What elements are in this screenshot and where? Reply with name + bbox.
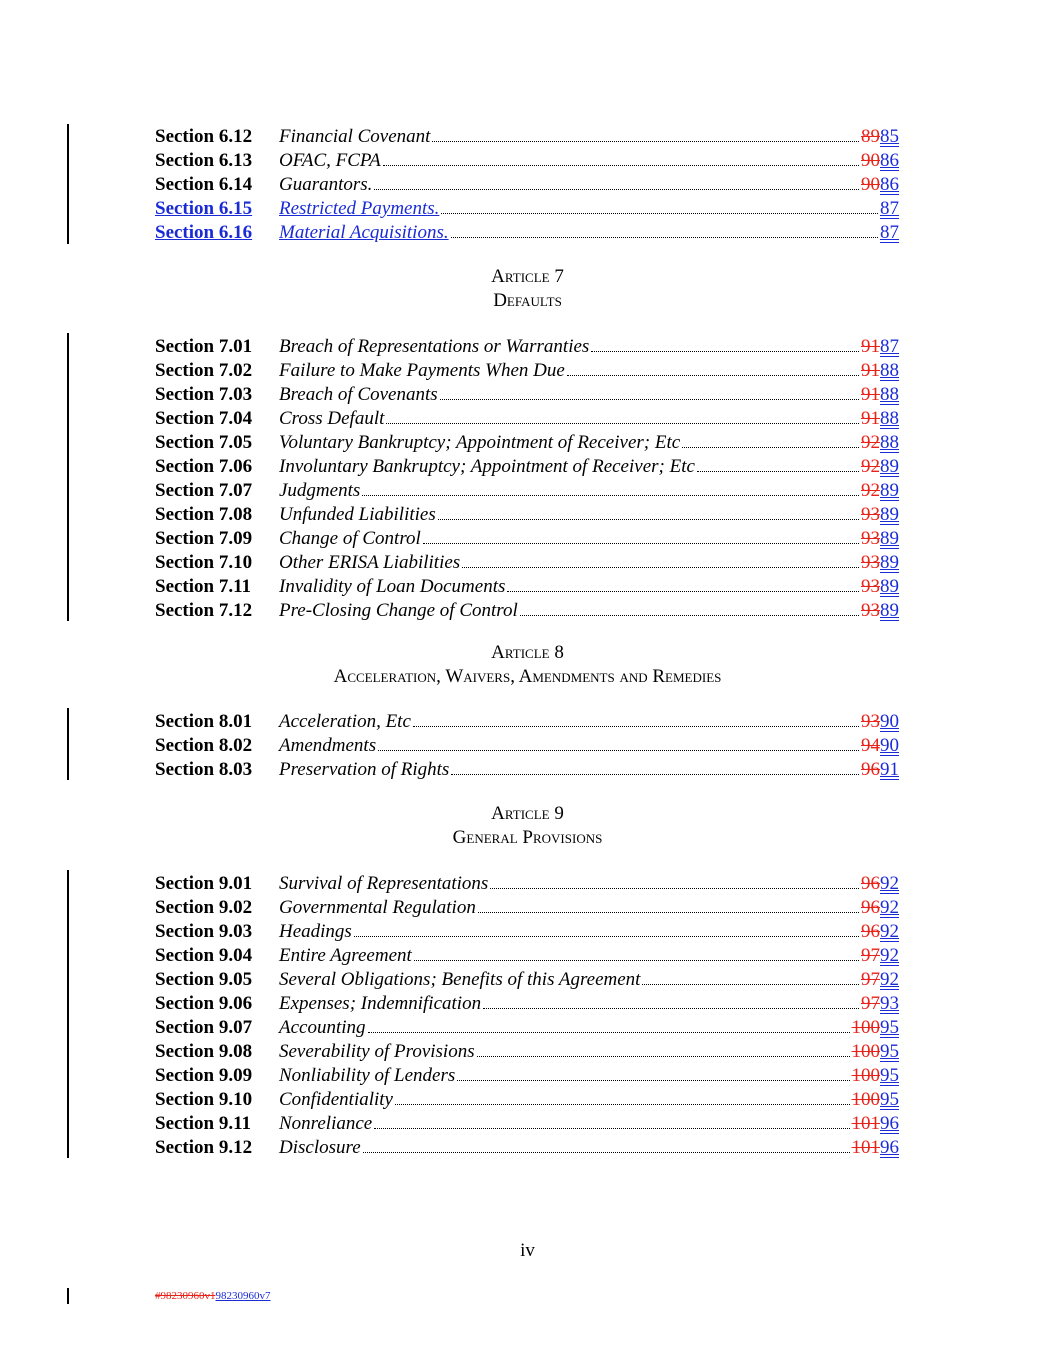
section-number[interactable]: Section 7.02 xyxy=(155,360,253,381)
page-number-inserted[interactable]: 89 xyxy=(880,576,899,597)
change-bar xyxy=(67,124,69,244)
section-title[interactable]: OFAC, FCPA xyxy=(279,150,381,171)
page-number-deleted: 97 xyxy=(861,993,880,1014)
section-title[interactable]: Amendments xyxy=(279,735,377,756)
section-title[interactable]: Pre-Closing Change of Control xyxy=(279,600,518,621)
page-reference[interactable] xyxy=(880,221,899,245)
page-number-inserted[interactable]: 95 xyxy=(880,1089,899,1110)
section-title[interactable]: Survival of Representations xyxy=(279,873,489,894)
page-number-inserted[interactable]: 89 xyxy=(880,552,899,573)
page-number-deleted: 101 xyxy=(851,1137,880,1158)
page-reference[interactable] xyxy=(861,872,899,896)
dot-leader xyxy=(386,409,859,424)
section-number[interactable]: Section 9.07 xyxy=(155,1017,253,1038)
page-number-deleted: 93 xyxy=(861,711,880,732)
section-number[interactable]: Section 9.06 xyxy=(155,993,253,1014)
page-number-inserted[interactable]: 87 xyxy=(880,336,899,357)
page-number-inserted[interactable]: 91 xyxy=(880,759,899,780)
section-title[interactable]: Disclosure xyxy=(279,1137,361,1158)
dot-leader xyxy=(490,874,859,889)
dot-leader xyxy=(642,970,859,985)
toc-entry[interactable] xyxy=(155,455,899,479)
page-number-deleted: 101 xyxy=(851,1113,880,1134)
toc-entry[interactable] xyxy=(155,599,899,623)
toc-block-article-9 xyxy=(155,872,899,1160)
dot-leader xyxy=(697,457,859,472)
toc-entry[interactable] xyxy=(155,1016,899,1040)
page-number-inserted[interactable]: 90 xyxy=(880,735,899,756)
section-number[interactable]: Section 9.09 xyxy=(155,1065,253,1086)
page-number-inserted[interactable]: 88 xyxy=(880,408,899,429)
page-number-deleted: 97 xyxy=(861,945,880,966)
section-title[interactable]: Preservation of Rights xyxy=(279,759,450,780)
section-title[interactable]: Nonliability of Lenders xyxy=(279,1065,456,1086)
section-number[interactable]: Section 7.03 xyxy=(155,384,253,405)
page-reference[interactable] xyxy=(861,575,899,599)
page-number-inserted[interactable]: 92 xyxy=(880,873,899,894)
toc-entry[interactable] xyxy=(155,710,899,734)
section-title[interactable]: Breach of Representations or Warranties xyxy=(279,336,590,357)
page-reference[interactable] xyxy=(861,431,899,455)
page-number-deleted: 90 xyxy=(861,150,880,171)
page-number-inserted[interactable]: 89 xyxy=(880,504,899,525)
toc-entry[interactable] xyxy=(155,944,899,968)
page-reference[interactable] xyxy=(852,1112,900,1136)
toc-entry[interactable] xyxy=(155,758,899,782)
section-number[interactable]: Section 7.01 xyxy=(155,336,253,357)
toc-entry[interactable] xyxy=(155,527,899,551)
page-reference[interactable] xyxy=(861,335,899,359)
toc-entry[interactable] xyxy=(155,734,899,758)
page-reference[interactable] xyxy=(861,710,899,734)
toc-entry[interactable] xyxy=(155,551,899,575)
change-bar xyxy=(67,870,69,1158)
page-number-deleted: 92 xyxy=(861,480,880,501)
section-number[interactable]: Section 9.01 xyxy=(155,873,253,894)
page-reference[interactable] xyxy=(861,734,899,758)
dot-leader xyxy=(477,1042,850,1057)
section-number[interactable]: Section 9.10 xyxy=(155,1089,253,1110)
toc-entry[interactable] xyxy=(155,920,899,944)
dot-leader xyxy=(438,505,859,520)
toc-entry[interactable] xyxy=(155,992,899,1016)
section-title[interactable]: Severability of Provisions xyxy=(279,1041,475,1062)
page-reference[interactable] xyxy=(861,383,899,407)
section-number[interactable]: Section 9.04 xyxy=(155,945,253,966)
section-title[interactable]: Expenses; Indemnification xyxy=(279,993,482,1014)
page-number-deleted: 96 xyxy=(861,873,880,894)
section-title[interactable]: Financial Covenant xyxy=(279,126,431,147)
page-number-inserted[interactable]: 92 xyxy=(880,969,899,990)
page-number-inserted[interactable]: 88 xyxy=(880,432,899,453)
section-number[interactable]: Section 7.12 xyxy=(155,600,253,621)
section-title[interactable]: Material Acquisitions. xyxy=(279,222,449,243)
dot-leader xyxy=(414,946,859,961)
section-title[interactable]: Cross Default xyxy=(279,408,385,429)
section-number[interactable]: Section 7.04 xyxy=(155,408,253,429)
article-7-header xyxy=(0,265,1055,313)
section-title[interactable]: Accounting xyxy=(279,1017,366,1038)
dot-leader xyxy=(378,736,859,751)
page-reference[interactable] xyxy=(861,527,899,551)
section-title[interactable]: Headings xyxy=(279,921,352,942)
dot-leader xyxy=(441,199,878,214)
dot-leader xyxy=(374,175,859,190)
page-reference[interactable] xyxy=(852,1064,900,1088)
section-title[interactable]: Guarantors. xyxy=(279,174,373,195)
page-number-inserted[interactable]: 89 xyxy=(880,480,899,501)
page-number-deleted: 93 xyxy=(861,552,880,573)
dot-leader xyxy=(451,760,859,775)
section-number[interactable]: Section 6.16 xyxy=(155,222,253,243)
section-number[interactable]: Section 9.05 xyxy=(155,969,253,990)
page-number-deleted: 97 xyxy=(861,969,880,990)
page-reference[interactable] xyxy=(861,992,899,1016)
page-number-deleted: 100 xyxy=(851,1065,880,1086)
section-title[interactable]: Restricted Payments. xyxy=(279,198,440,219)
page-number-deleted: 93 xyxy=(861,528,880,549)
article-8-heading: Acceleration, Waivers, Amendments and Remedies xyxy=(333,666,722,687)
section-number[interactable]: Section 9.08 xyxy=(155,1041,253,1062)
page-number-inserted[interactable]: 89 xyxy=(880,456,899,477)
page-reference[interactable] xyxy=(861,173,899,197)
change-bar xyxy=(67,708,69,780)
toc-entry[interactable] xyxy=(155,1112,899,1136)
dot-leader xyxy=(368,1018,850,1033)
page-number-deleted: 90 xyxy=(861,174,880,195)
page-number-inserted[interactable]: 88 xyxy=(880,360,899,381)
section-title[interactable]: Unfunded Liabilities xyxy=(279,504,436,525)
toc-entry[interactable] xyxy=(155,575,899,599)
page-number-deleted: 96 xyxy=(861,759,880,780)
section-title[interactable]: Entire Agreement xyxy=(279,945,412,966)
page-reference[interactable] xyxy=(852,1088,900,1112)
page-number-deleted: 94 xyxy=(861,735,880,756)
section-number[interactable]: Section 7.06 xyxy=(155,456,253,477)
dot-leader xyxy=(440,385,859,400)
page-number-inserted[interactable]: 92 xyxy=(880,945,899,966)
document-id-inserted: 98230960v7 xyxy=(215,1290,271,1302)
page-reference[interactable] xyxy=(880,197,899,221)
dot-leader xyxy=(520,601,859,616)
toc-entry[interactable] xyxy=(155,431,899,455)
section-number[interactable]: Section 7.08 xyxy=(155,504,253,525)
article-7-heading: Defaults xyxy=(493,290,562,311)
page-reference[interactable] xyxy=(861,758,899,782)
page-number-inserted[interactable]: 95 xyxy=(880,1065,899,1086)
dot-leader xyxy=(395,1090,850,1105)
toc-entry[interactable] xyxy=(155,872,899,896)
dot-leader xyxy=(591,337,859,352)
article-9-header xyxy=(0,802,1055,850)
dot-leader xyxy=(682,433,859,448)
section-number[interactable]: Section 7.05 xyxy=(155,432,253,453)
section-number[interactable]: Section 6.15 xyxy=(155,198,253,219)
section-title[interactable]: Nonreliance xyxy=(279,1113,373,1134)
toc-block-article-6 xyxy=(155,125,899,245)
toc-entry[interactable] xyxy=(155,359,899,383)
page-reference[interactable] xyxy=(861,503,899,527)
section-number[interactable]: Section 6.12 xyxy=(155,126,253,147)
section-number[interactable]: Section 8.03 xyxy=(155,759,253,780)
page-reference[interactable] xyxy=(861,479,899,503)
page-reference[interactable] xyxy=(852,1040,900,1064)
page-number-inserted[interactable]: 95 xyxy=(880,1041,899,1062)
dot-leader xyxy=(363,1138,850,1153)
section-number[interactable]: Section 8.02 xyxy=(155,735,253,756)
toc-entry[interactable] xyxy=(155,221,899,245)
article-8-label: Article 8 xyxy=(491,642,564,663)
page-number-deleted: 100 xyxy=(851,1089,880,1110)
page-number-inserted[interactable]: 96 xyxy=(880,1113,899,1134)
section-number[interactable]: Section 9.11 xyxy=(155,1113,252,1134)
page-number-inserted[interactable]: 90 xyxy=(880,711,899,732)
toc-block-article-7 xyxy=(155,335,899,623)
page-number-deleted: 92 xyxy=(861,432,880,453)
dot-leader xyxy=(413,712,859,727)
page-number-inserted[interactable]: 87 xyxy=(880,222,899,243)
toc-entry[interactable] xyxy=(155,335,899,359)
dot-leader xyxy=(457,1066,849,1081)
section-title[interactable]: Acceleration, Etc xyxy=(279,711,411,732)
toc-entry[interactable] xyxy=(155,1088,899,1112)
page-number-deleted: 91 xyxy=(861,336,880,357)
section-number[interactable]: Section 9.02 xyxy=(155,897,253,918)
section-title[interactable]: Invalidity of Loan Documents xyxy=(279,576,506,597)
change-bar xyxy=(67,333,69,621)
section-title[interactable]: Confidentiality xyxy=(279,1089,393,1110)
page-number-deleted: 91 xyxy=(861,360,880,381)
dot-leader xyxy=(478,898,859,913)
article-8-header xyxy=(0,641,1055,689)
toc-block-article-8 xyxy=(155,710,899,782)
dot-leader xyxy=(567,361,859,376)
section-number[interactable]: Section 9.03 xyxy=(155,921,253,942)
page-reference[interactable] xyxy=(852,1136,900,1160)
toc-entry[interactable] xyxy=(155,173,899,197)
page-number: iv xyxy=(520,1240,535,1261)
section-title[interactable]: Governmental Regulation xyxy=(279,897,476,918)
page-number-inserted[interactable]: 92 xyxy=(880,897,899,918)
toc-entry[interactable] xyxy=(155,407,899,431)
section-number[interactable]: Section 7.11 xyxy=(155,576,252,597)
document-id xyxy=(155,1290,271,1302)
section-number[interactable]: Section 9.12 xyxy=(155,1137,253,1158)
page-number-inserted[interactable]: 89 xyxy=(880,528,899,549)
section-number[interactable]: Section 6.13 xyxy=(155,150,253,171)
toc-entry[interactable] xyxy=(155,125,899,149)
page-number-deleted: 91 xyxy=(861,384,880,405)
page-number-deleted: 100 xyxy=(851,1017,880,1038)
page-number-deleted: 96 xyxy=(861,897,880,918)
toc-entry[interactable] xyxy=(155,896,899,920)
page-number-inserted[interactable]: 86 xyxy=(880,150,899,171)
page-number-inserted[interactable]: 89 xyxy=(880,600,899,621)
toc-entry[interactable] xyxy=(155,149,899,173)
toc-entry[interactable] xyxy=(155,1040,899,1064)
dot-leader xyxy=(483,994,859,1009)
section-title[interactable]: Breach of Covenants xyxy=(279,384,438,405)
dot-leader xyxy=(462,553,859,568)
toc-entry[interactable] xyxy=(155,1064,899,1088)
dot-leader xyxy=(507,577,859,592)
page-number-inserted[interactable]: 95 xyxy=(880,1017,899,1038)
page-reference[interactable] xyxy=(852,1016,900,1040)
page-reference[interactable] xyxy=(861,359,899,383)
page-number-deleted: 91 xyxy=(861,408,880,429)
page-number-inserted[interactable]: 96 xyxy=(880,1137,899,1158)
section-number[interactable]: Section 8.01 xyxy=(155,711,253,732)
section-number[interactable]: Section 7.10 xyxy=(155,552,253,573)
section-title[interactable]: Involuntary Bankruptcy; Appointment of Receiver; Etc xyxy=(279,456,695,477)
page-number-deleted: 93 xyxy=(861,600,880,621)
page-number-deleted: 89 xyxy=(861,126,880,147)
dot-leader xyxy=(432,127,859,142)
page-number-inserted[interactable]: 88 xyxy=(880,384,899,405)
page-number-deleted: 100 xyxy=(851,1041,880,1062)
toc-entry[interactable] xyxy=(155,968,899,992)
page-reference[interactable] xyxy=(861,896,899,920)
section-number[interactable]: Section 6.14 xyxy=(155,174,253,195)
page-reference[interactable] xyxy=(861,125,899,149)
page-reference[interactable] xyxy=(861,407,899,431)
page-reference[interactable] xyxy=(861,599,899,623)
page-reference[interactable] xyxy=(861,968,899,992)
dot-leader xyxy=(362,481,859,496)
toc-entry[interactable] xyxy=(155,383,899,407)
section-title[interactable]: Judgments xyxy=(279,480,361,501)
page-reference[interactable] xyxy=(861,944,899,968)
page-number-inserted[interactable]: 93 xyxy=(880,993,899,1014)
section-number[interactable]: Section 7.07 xyxy=(155,480,253,501)
section-title[interactable]: Failure to Make Payments When Due xyxy=(279,360,565,381)
page-number-deleted: 92 xyxy=(861,456,880,477)
article-9-label: Article 9 xyxy=(491,803,564,824)
page-number-deleted: 93 xyxy=(861,576,880,597)
page-number-deleted: 96 xyxy=(861,921,880,942)
page-reference[interactable] xyxy=(861,455,899,479)
page-number-inserted[interactable]: 85 xyxy=(880,126,899,147)
toc-entry[interactable] xyxy=(155,197,899,221)
page-number-inserted[interactable]: 92 xyxy=(880,921,899,942)
section-title[interactable]: Change of Control xyxy=(279,528,421,549)
dot-leader xyxy=(383,151,859,166)
change-bar xyxy=(67,1288,69,1304)
page-reference[interactable] xyxy=(861,551,899,575)
section-title[interactable]: Voluntary Bankruptcy; Appointment of Receiver; Etc xyxy=(279,432,681,453)
page-reference[interactable] xyxy=(861,920,899,944)
article-9-heading: General Provisions xyxy=(452,827,603,848)
dot-leader xyxy=(423,529,859,544)
toc-entry[interactable] xyxy=(155,1136,899,1160)
dot-leader xyxy=(374,1114,849,1129)
section-title[interactable]: Other ERISA Liabilities xyxy=(279,552,461,573)
toc-entry[interactable] xyxy=(155,503,899,527)
dot-leader xyxy=(354,922,859,937)
section-title[interactable]: Several Obligations; Benefits of this Agreement xyxy=(279,969,641,990)
section-number[interactable]: Section 7.09 xyxy=(155,528,253,549)
article-7-label: Article 7 xyxy=(491,266,564,287)
page-number-inserted[interactable]: 86 xyxy=(880,174,899,195)
page-number-deleted: 93 xyxy=(861,504,880,525)
page-number-inserted[interactable]: 87 xyxy=(880,198,899,219)
toc-entry[interactable] xyxy=(155,479,899,503)
dot-leader xyxy=(451,223,878,238)
page-reference[interactable] xyxy=(861,149,899,173)
document-id-deleted: #98230960v1 xyxy=(155,1290,216,1302)
